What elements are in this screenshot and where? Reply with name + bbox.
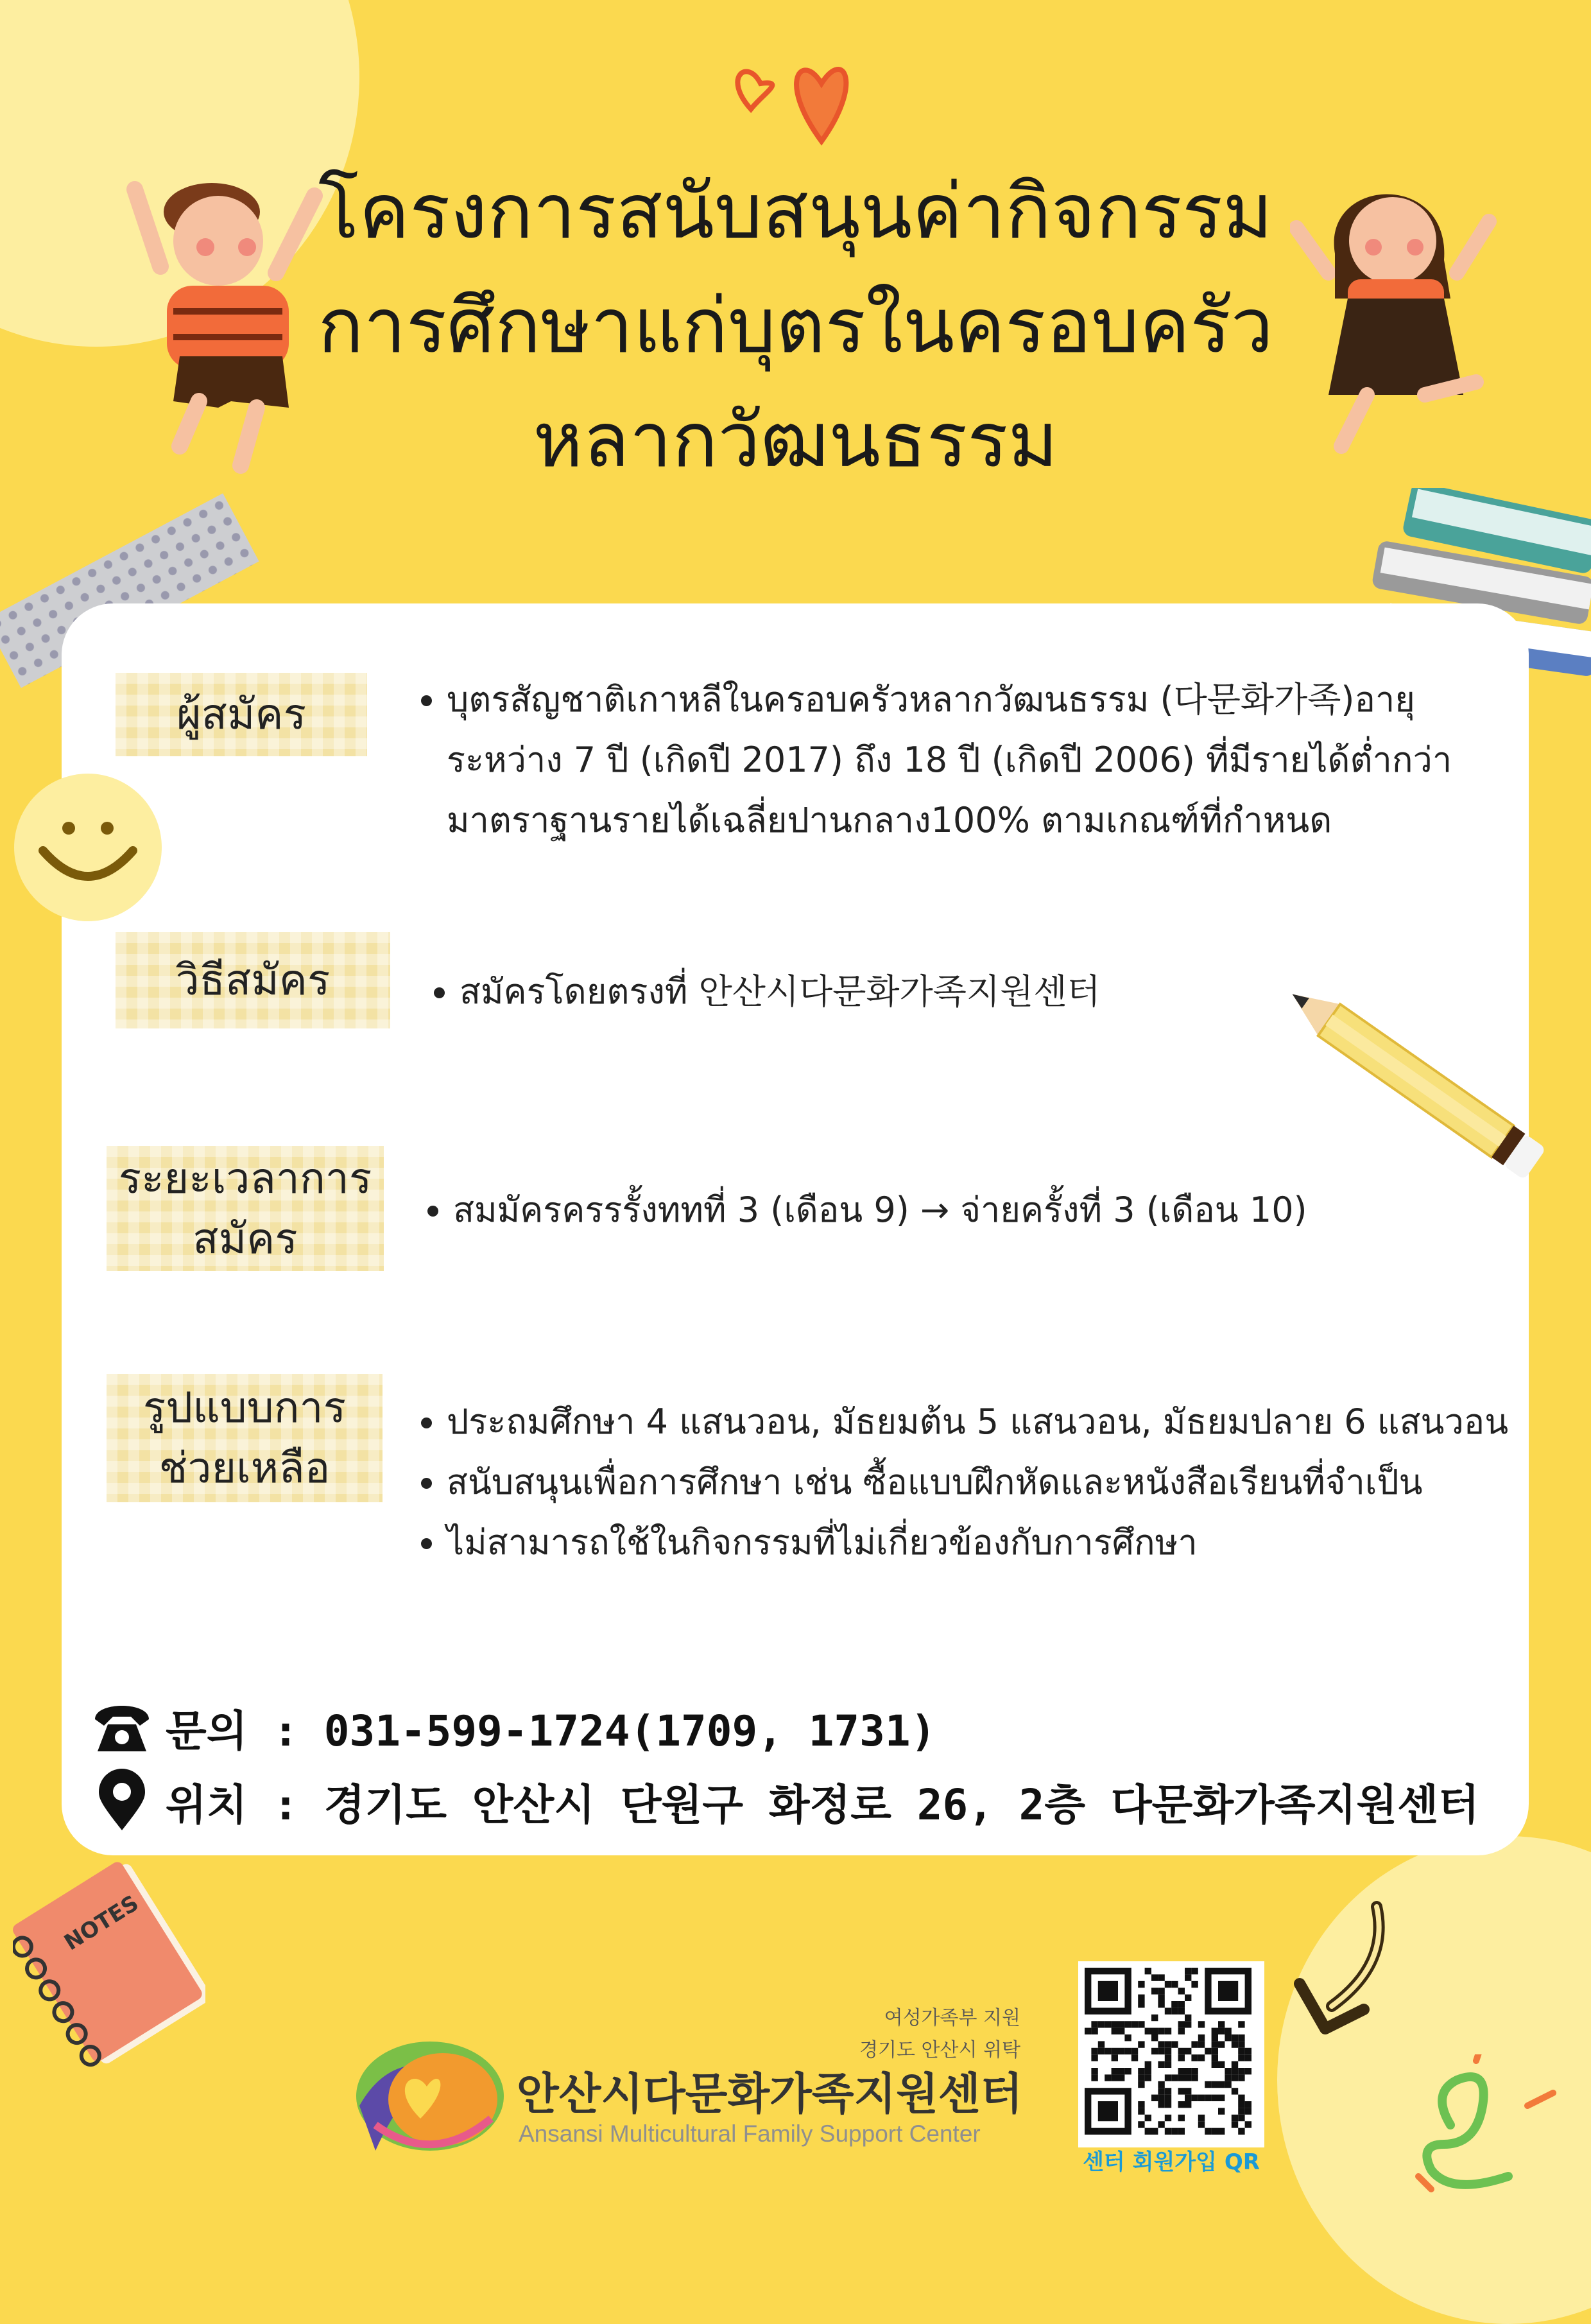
sponsor-line-2: 경기도 안산시 위탁 <box>859 2039 1020 2061</box>
list-item: • สมมัครครรรั้งททที่ 3 (เดือน 9) → จ่ายครั้งที่ 3 (เดือน 10) <box>453 1180 1508 1240</box>
qr-code[interactable] <box>1078 1961 1264 2147</box>
contact-location <box>90 1769 1479 1833</box>
title-line-2: การศึกษาแก่บุตรในครอบครัว <box>318 281 1273 370</box>
logo-icon <box>350 2029 510 2157</box>
label-method <box>116 932 390 1028</box>
list-item: • ประถมศึกษา 4 แสนวอน, มัธยมต้น 5 แสนวอน, มัธยมปลาย 6 แสนวอน <box>447 1392 1515 1452</box>
title-line-1: โครงการสนับสนุนค่ากิจกรรม <box>318 167 1273 256</box>
list-item: • ไม่สามารถใช้ในกิจกรรมที่ไม่เกี่ยวข้องกับการศึกษา <box>447 1513 1515 1573</box>
location-pin-icon <box>90 1769 154 1833</box>
hearts-icon <box>725 45 866 160</box>
label-support-line-2: ช่วยเหลือ <box>159 1443 331 1493</box>
contact-phone-text: 문의 : 031-599-1724(1709, 1731) <box>166 1706 936 1756</box>
content-method <box>424 962 1322 1022</box>
list-item: • บุตรสัญชาติเกาหลีในครอบครัวหลากวัฒนธรรม (다문화가족)อายุระหว่าง 7 ปี (เกิดปี 2017) ถึง 18 ปี (เกิดปี 2006) ที่มีรายได้ต่ำกว่ามาตราฐานรายได้เฉลี่ยปานกลาง100% ตามเกณฑ์ที่กำหนด <box>447 670 1463 851</box>
org-name-en: Ansansi Multicultural Family Support Center <box>519 2120 981 2147</box>
content-period <box>417 1180 1508 1240</box>
title-line-3: หลากวัฒนธรรม <box>533 395 1058 484</box>
contact-phone <box>90 1695 936 1759</box>
qr-caption: 센터 회원가입 QR <box>1083 2149 1260 2175</box>
label-period <box>107 1146 384 1271</box>
sponsor-line-1: 여성가족부 지원 <box>884 2007 1020 2029</box>
list-item: • สนับสนุนเพื่อการศึกษา เช่น ซื้อแบบฝึกหัดและหนังสือเรียนที่จำเป็น <box>447 1452 1515 1513</box>
phone-icon <box>90 1695 154 1759</box>
org-name: 안산시다문화가족지원센터 <box>517 2069 1023 2120</box>
label-period-line-2: สมัคร <box>193 1213 298 1263</box>
content-applicant <box>411 670 1463 851</box>
label-method-text: วิธีสมัคร <box>175 955 331 1005</box>
arrow-icon <box>1274 1894 1402 2048</box>
contact-location-text: 위치 : 경기도 안산시 단원구 화정로 26, 2층 다문화가족지원센터 <box>166 1780 1479 1830</box>
label-period-line-1: ระยะเวลาการ <box>118 1153 372 1203</box>
list-item: • สมัครโดยตรงที่ 안산시다문화가족지원센터 <box>460 962 1322 1022</box>
squiggle-decoration <box>1406 2054 1572 2202</box>
label-support-line-1: รูปแบบการ <box>142 1383 347 1432</box>
smiley-icon <box>8 767 168 928</box>
label-applicant-text: ผู้สมัคร <box>176 689 307 739</box>
label-applicant <box>116 673 367 756</box>
label-support <box>107 1374 383 1502</box>
page-title <box>0 154 1591 497</box>
notes-icon <box>13 1849 205 2080</box>
notes-label: NOTES <box>60 1890 144 1956</box>
content-support <box>411 1392 1515 1573</box>
